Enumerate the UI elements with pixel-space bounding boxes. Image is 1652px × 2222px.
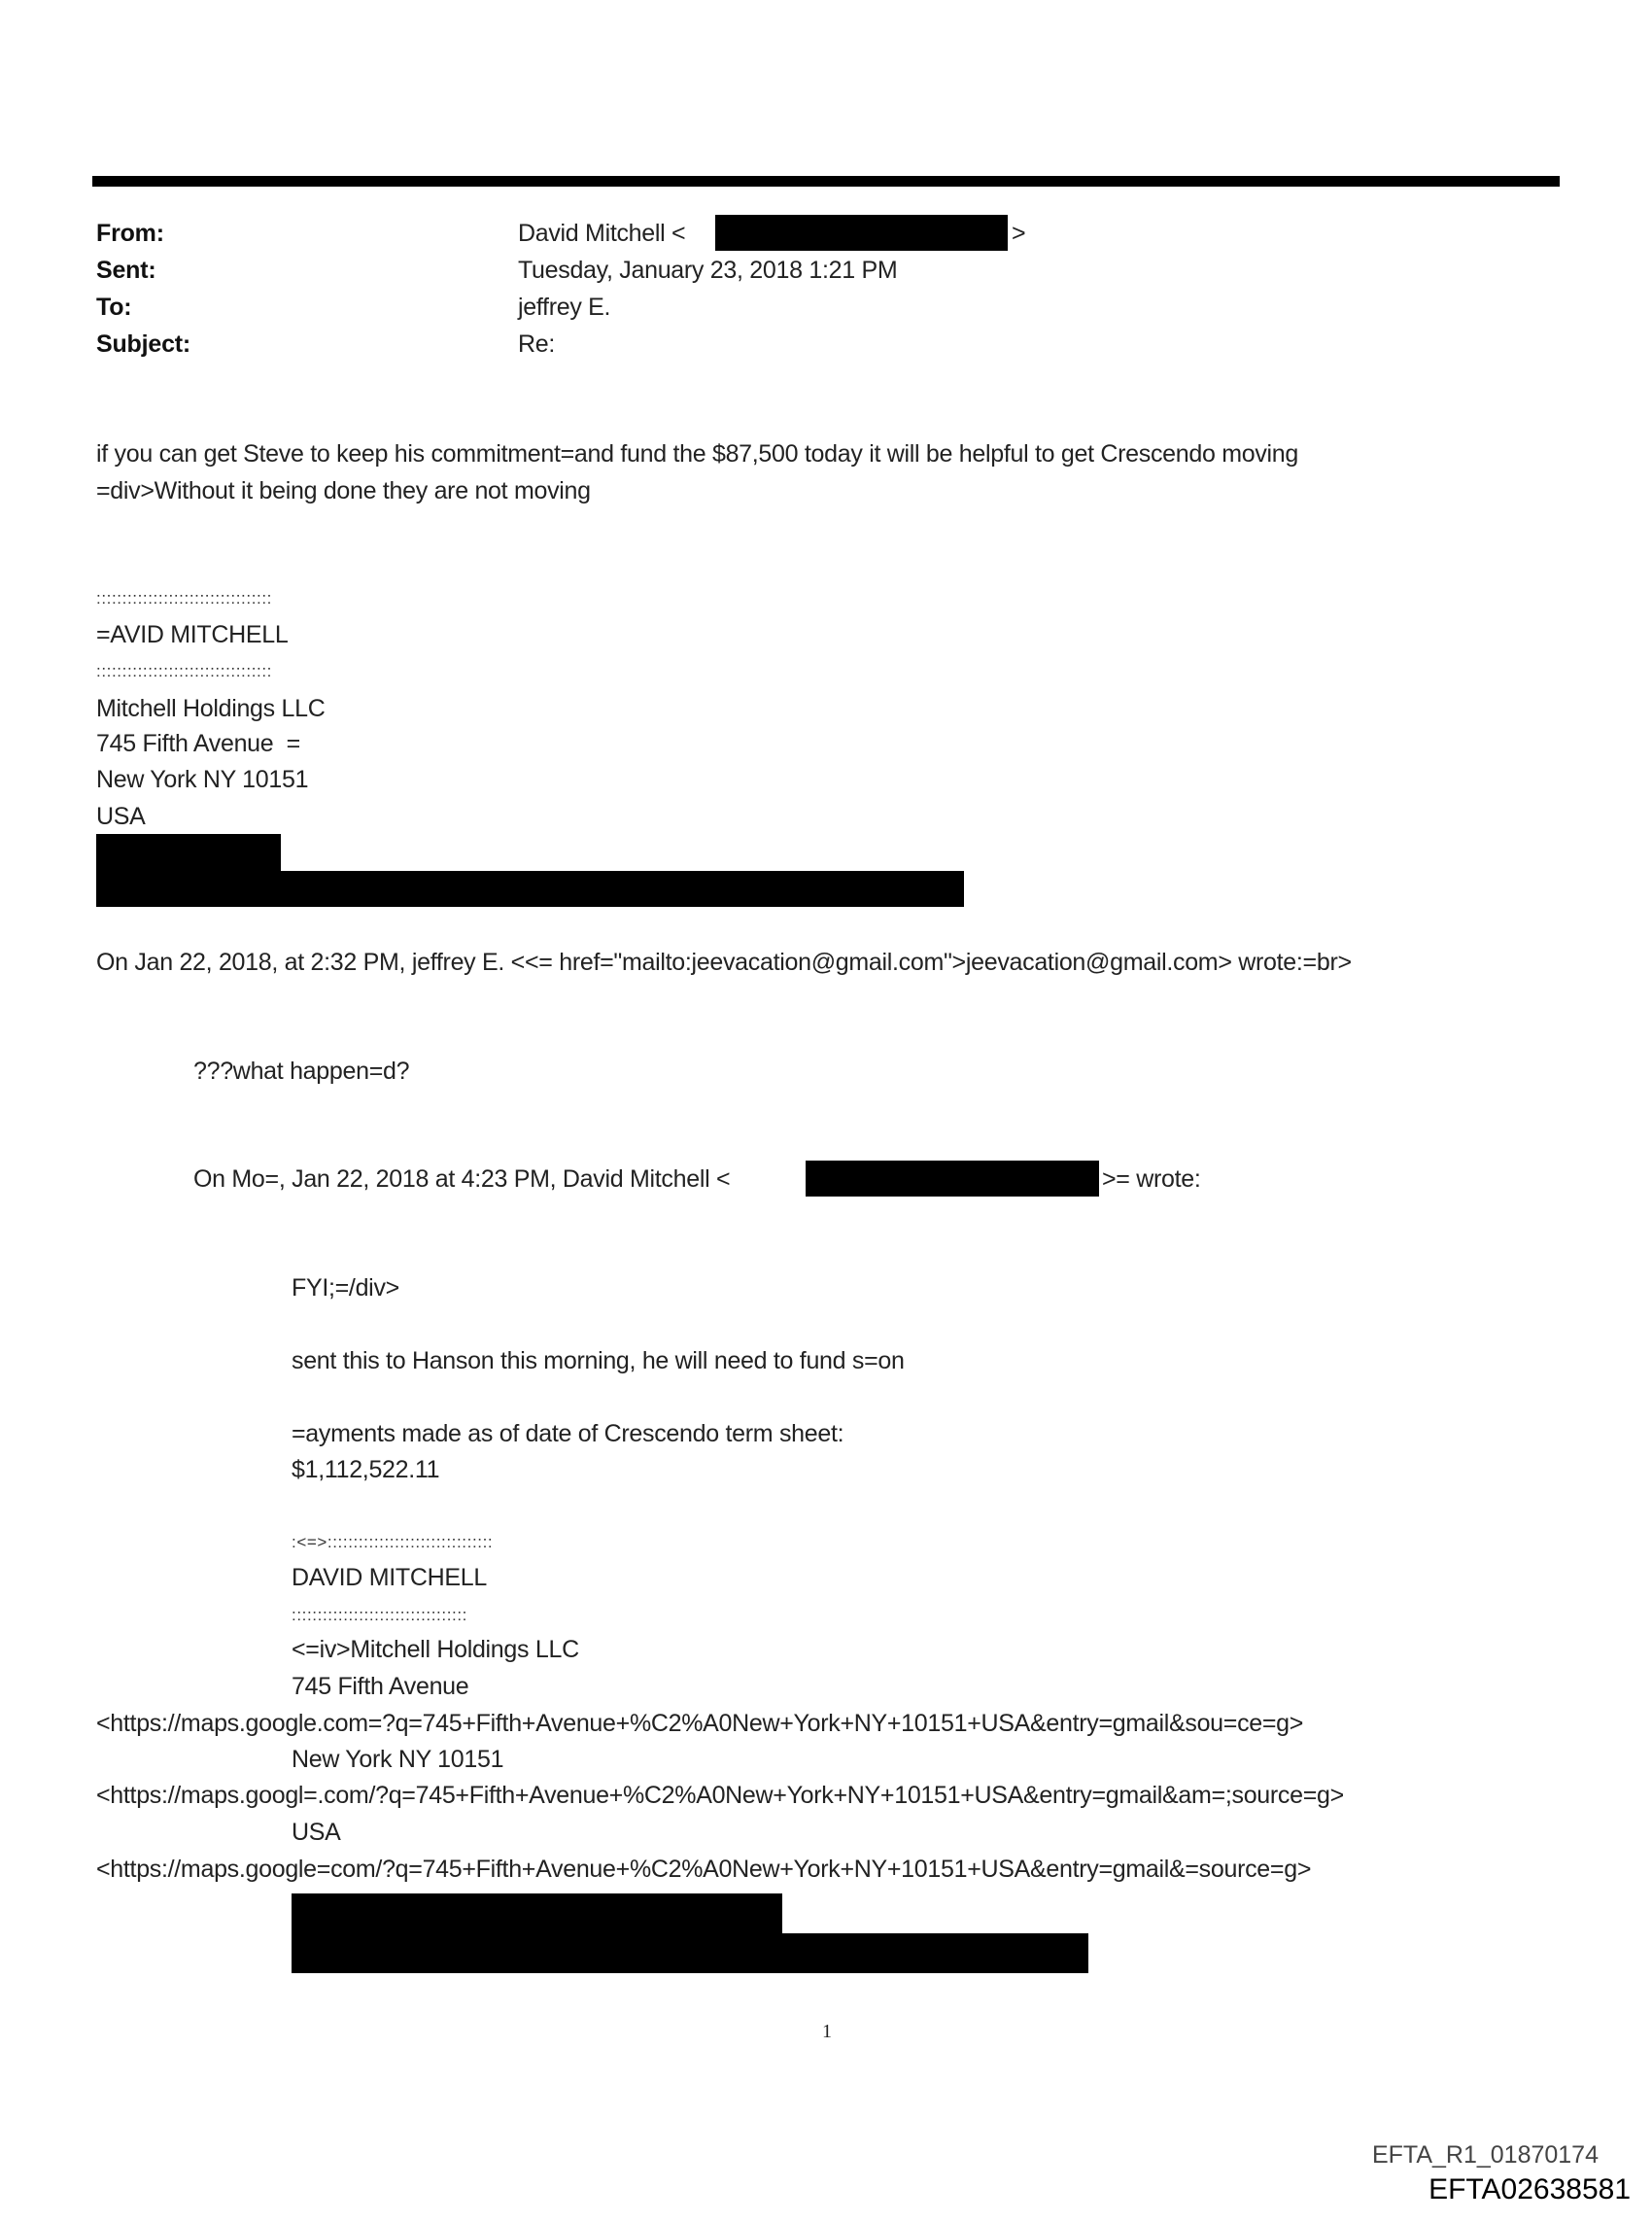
redaction-signature-phone	[96, 834, 281, 871]
from-label: From:	[96, 220, 164, 247]
signature-name: =AVID MITCHELL	[96, 621, 289, 648]
body-line-2: =div>Without it being done they are not moving	[96, 477, 591, 504]
quote2-fyi: FYI;=/div>	[292, 1274, 399, 1302]
signature-divider-bottom: ::::::::::::::::::::::::::::::::::	[96, 662, 272, 680]
from-value-close: >	[1012, 220, 1026, 247]
signature-country: USA	[96, 803, 146, 830]
quote2-amount: $1,112,522.11	[292, 1456, 440, 1483]
body-line-1: if you can get Steve to keep his commitment=and fund the $87,500 today it will be helpful to get Crescendo moving	[96, 440, 1298, 468]
quote2-signature-company: <=iv>Mitchell Holdings LLC	[292, 1636, 579, 1663]
subject-value: Re:	[518, 330, 556, 358]
signature-street: 745 Fifth Avenue =	[96, 730, 300, 757]
signature-company: Mitchell Holdings LLC	[96, 695, 326, 722]
redaction-signature-contact	[96, 871, 964, 907]
quote2-maps-link-2[interactable]: <https://maps.googl=.com/?q=745+Fifth+Avenue+%C2%A0New+York+NY+10151+USA&entry=gmail&am=;source=g>	[96, 1782, 1344, 1809]
quote2-maps-link-3[interactable]: <https://maps.google=com/?q=745+Fifth+Avenue+%C2%A0New+York+NY+10151+USA&entry=gmail&=source=g>	[96, 1856, 1312, 1883]
bates-number: EFTA02638581	[1428, 2173, 1631, 2205]
signature-divider-top: ::::::::::::::::::::::::::::::::::	[96, 589, 272, 608]
redaction-quote2-contact	[292, 1933, 1088, 1973]
header-rule	[92, 176, 1560, 187]
to-label: To:	[96, 294, 132, 321]
quote2-signature-street: 745 Fifth Avenue	[292, 1673, 469, 1700]
quote1-attribution: On Jan 22, 2018, at 2:32 PM, jeffrey E. <<= href="mailto:jeevacation@gmail.com">jeevacation@gmail.com> wrote:=br>	[96, 949, 1352, 976]
quote1-message: ???what happen=d?	[193, 1058, 410, 1085]
quote2-signature-divider-top: :<=>::::::::::::::::::::::::::::::::	[292, 1533, 494, 1551]
quote2-signature-divider-bottom: ::::::::::::::::::::::::::::::::::	[292, 1606, 467, 1624]
sent-value: Tuesday, January 23, 2018 1:21 PM	[518, 257, 898, 284]
quote2-maps-link-1[interactable]: <https://maps.google.com=?q=745+Fifth+Avenue+%C2%A0New+York+NY+10151+USA&entry=gmail&sou=ce=g>	[96, 1710, 1304, 1737]
quote2-attribution-end: >= wrote:	[1102, 1165, 1201, 1193]
quote2-signature-city: New York NY 10151	[292, 1746, 504, 1773]
quote2-signature-country: USA	[292, 1819, 341, 1846]
page-number: 1	[822, 2021, 832, 2042]
bates-number-r1: EFTA_R1_01870174	[1371, 2141, 1599, 2169]
signature-city: New York NY 10151	[96, 766, 309, 793]
redaction-quote2-email	[806, 1161, 1099, 1197]
to-value: jeffrey E.	[518, 294, 611, 321]
sent-label: Sent:	[96, 257, 156, 284]
from-value: David Mitchell <	[518, 220, 686, 247]
quote2-payments-line: =ayments made as of date of Crescendo term sheet:	[292, 1420, 844, 1447]
quote2-attribution: On Mo=, Jan 22, 2018 at 4:23 PM, David Mitchell <	[193, 1165, 731, 1193]
redaction-from-email	[715, 215, 1008, 251]
quote2-signature-name: DAVID MITCHELL	[292, 1564, 487, 1591]
subject-label: Subject:	[96, 330, 191, 358]
redaction-quote2-phone	[292, 1893, 782, 1933]
quote2-sent-line: sent this to Hanson this morning, he will need to fund s=on	[292, 1347, 905, 1374]
